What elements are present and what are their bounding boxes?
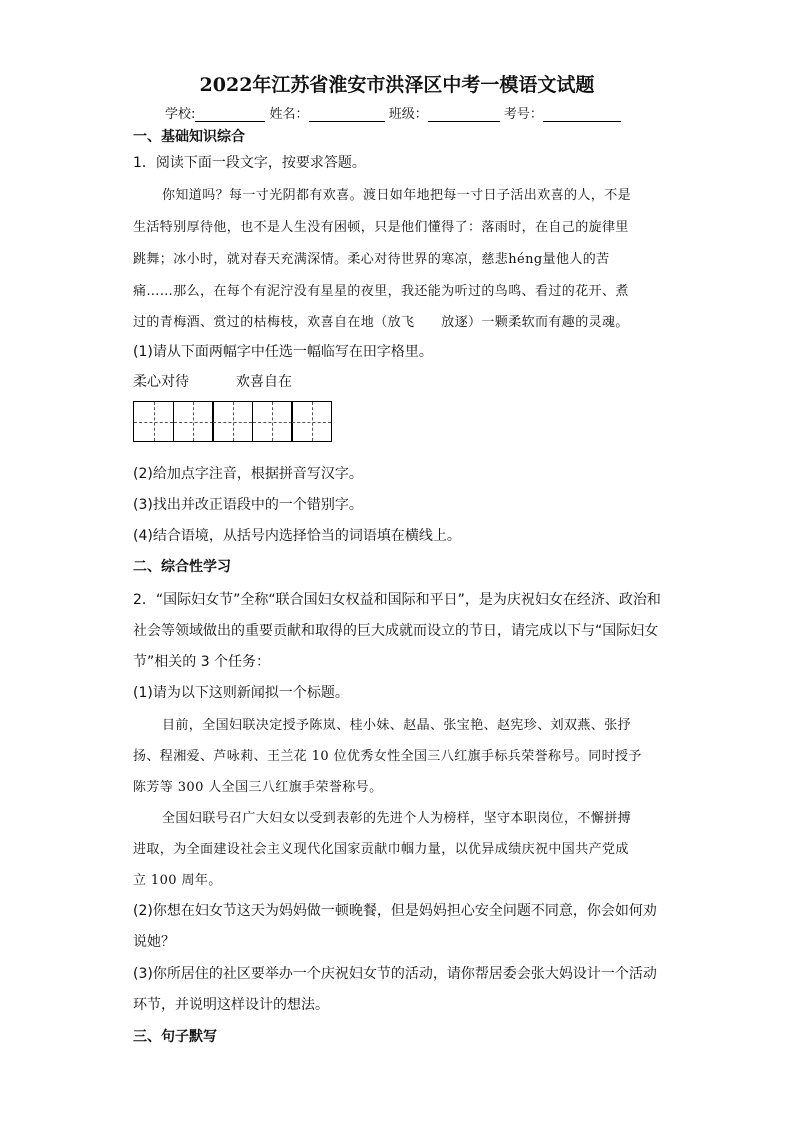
class-label: 班级： [388,107,428,122]
passage-line: 你知道吗？每一寸光阴都有欢喜。渡日如年地把每一寸日子活出欢喜的人，不是 [162,188,632,203]
question-1-sub-3: (3)找出并改正语段中的一个错别字。 [133,497,363,513]
exam-no-label: 考号： [503,107,543,122]
news-line: 陈芳等 300 人全国三八红旗手荣誉称号。 [133,780,383,795]
calligraphy-option-1: 柔心对待 [133,374,189,390]
section-heading-2: 二、综合性学习 [133,559,231,575]
school-blank[interactable] [195,107,265,122]
passage-line: 过的青梅酒、赏过的枯梅枝，欢喜自在地（放飞 放逐）一颗柔软而有趣的灵魂。 [133,315,629,330]
page-title: 2022年江苏省淮安市洪泽区中考一模语文试题 [199,74,595,96]
question-1-stem: 1．阅读下面一段文字，按要求答题。 [133,155,366,171]
tianzige-cell[interactable] [291,401,332,442]
name-blank[interactable] [309,107,385,122]
news-line: 立 100 周年。 [133,873,222,888]
question-2-stem-line: 社会等领域做出的重要贡献和取得的巨大成就而设立的节日，请完成以下与“国际妇女 [133,623,659,639]
question-1-sub-4: (4)结合语境，从括号内选择恰当的词语填在横线上。 [133,528,461,544]
question-2-sub-2-cont: 说她？ [133,934,175,950]
question-2-sub-1: (1)请为以下这则新闻拟一个标题。 [133,685,349,701]
news-line: 目前，全国妇联决定授予陈岚、桂小妹、赵晶、张宝艳、赵宪珍、刘双燕、张抒 [162,718,632,733]
question-2-sub-3-cont: 环节，并说明这样设计的想法。 [133,997,329,1013]
student-info-line [165,103,621,122]
question-2-sub-3: (3)你所居住的社区要举办一个庆祝妇女节的活动，请你帮居委会张大妈设计一个活动 [133,966,657,982]
news-line: 全国妇联号召广大妇女以受到表彰的先进个人为榜样，坚守本职岗位，不懈拼搏 [162,811,632,826]
question-2-sub-2: (2)你想在妇女节这天为妈妈做一顿晚餐，但是妈妈担心安全问题不同意，你会如何劝 [133,903,657,919]
news-line: 进取，为全面建设社会主义现代化国家贡献巾帼力量，以优异成绩庆祝中国共产党成 [133,842,629,857]
tianzige-grid[interactable] [133,401,332,442]
passage-line: 生活特别厚待他，也不是人生没有困顿，只是他们懂得了：落雨时，在自己的旋律里 [133,220,629,235]
tianzige-cell[interactable] [212,401,253,442]
exam-no-blank[interactable] [543,107,621,122]
tianzige-cell[interactable] [252,401,293,442]
question-2-stem-line: 节”相关的 3 个任务： [133,654,271,670]
name-label: 姓名： [269,107,309,122]
passage-line: 跳舞；冰小时，就对春天充满深情。柔心对待世界的寒凉，慈悲héng量他人的苦 [133,252,610,267]
class-blank[interactable] [428,107,500,122]
section-heading-3: 三、句子默写 [133,1029,217,1045]
question-1-sub-2: (2)给加点字注音，根据拼音写汉字。 [133,466,363,482]
news-line: 扬、程湘爱、芦咏莉、王兰花 10 位优秀女性全国三八红旗手标兵荣誉称号。同时授予 [133,749,642,764]
tianzige-cell[interactable] [173,401,214,442]
calligraphy-option-2: 欢喜自在 [236,374,292,390]
passage-line: 痛……那么，在每个有泥泞没有星星的夜里，我还能为听过的鸟鸣、看过的花开、煮 [133,284,629,299]
section-heading-1: 一、基础知识综合 [133,129,245,145]
school-label: 学校: [165,107,196,122]
question-1-sub-1: (1)请从下面两幅字中任选一幅临写在田字格里。 [133,344,433,360]
tianzige-cell[interactable] [133,401,174,442]
question-2-stem-line: 2．“国际妇女节”全称“联合国妇女权益和国际和平日”，是为庆祝妇女在经济、政治和 [133,592,661,608]
